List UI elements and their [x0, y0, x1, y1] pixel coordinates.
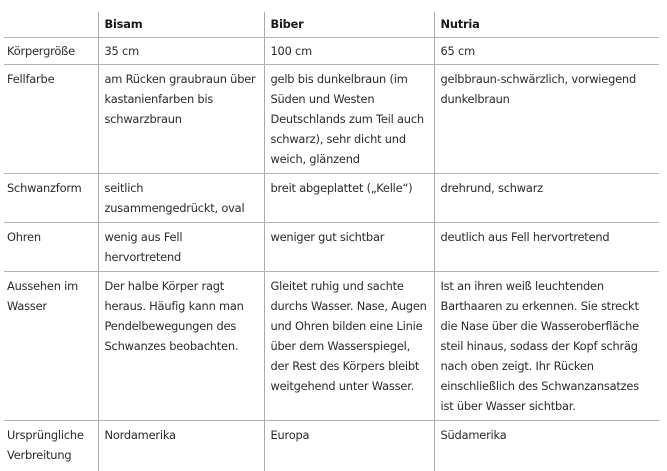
comparison-table-container — [4, 12, 659, 471]
cell-nutria: gelbbraun-schwärzlich, vorwiegend dunkelbraun — [434, 65, 659, 174]
cell-nutria: 65 cm — [434, 38, 659, 65]
cell-bisam: Der halbe Körper ragt heraus. Häufig kann man Pendelbewegungen des Schwanzes beobachten. — [98, 272, 264, 421]
row-label: Aussehen im Wasser — [4, 272, 98, 421]
header-nutria: Nutria — [434, 12, 659, 38]
header-biber: Biber — [264, 12, 434, 38]
cell-biber: gelb bis dunkelbraun (im Süden und Westen Deutschlands zum Teil auch schwarz), sehr dicht und weich, glänzend — [264, 65, 434, 174]
cell-nutria: deutlich aus Fell hervortretend — [434, 223, 659, 272]
cell-bisam: 35 cm — [98, 38, 264, 65]
row-label: Schwanzform — [4, 174, 98, 223]
header-row — [4, 12, 659, 38]
cell-biber: weniger gut sichtbar — [264, 223, 434, 272]
table-row-ohren — [4, 223, 659, 272]
cell-biber: Europa — [264, 421, 434, 471]
table-row-koerpergroesse — [4, 38, 659, 65]
header-bisam: Bisam — [98, 12, 264, 38]
table-row-schwanzform — [4, 174, 659, 223]
table-row-aussehen-im-wasser — [4, 272, 659, 421]
cell-biber: Gleitet ruhig und sachte durchs Wasser. Nase, Augen und Ohren bilden eine Linie über dem Wasserspiegel, der Rest des Körpers bleibt weitgehend unter Wasser. — [264, 272, 434, 421]
row-label: Ohren — [4, 223, 98, 272]
cell-biber: breit abgeplattet („Kelle“) — [264, 174, 434, 223]
cell-bisam: seitlich zusammengedrückt, oval — [98, 174, 264, 223]
header-empty — [4, 12, 98, 38]
cell-bisam: am Rücken graubraun über kastanienfarben bis schwarzbraun — [98, 65, 264, 174]
table-row-urspruengliche-verbreitung — [4, 421, 659, 471]
cell-bisam: wenig aus Fell hervortretend — [98, 223, 264, 272]
cell-nutria: Südamerika — [434, 421, 659, 471]
table-row-fellfarbe — [4, 65, 659, 174]
row-label: Fellfarbe — [4, 65, 98, 174]
cell-biber: 100 cm — [264, 38, 434, 65]
row-label: Körpergröße — [4, 38, 98, 65]
comparison-table — [4, 12, 659, 471]
cell-bisam: Nordamerika — [98, 421, 264, 471]
cell-nutria: Ist an ihren weiß leuchtenden Barthaaren zu erkennen. Sie streckt die Nase über die Wasseroberfläche steil hinaus, sodass der Kopf schräg nach oben zeigt. Ihr Rücken einschließlich des Schwanzansatzes ist über Wasser sichtbar. — [434, 272, 659, 421]
cell-nutria: drehrund, schwarz — [434, 174, 659, 223]
row-label: Ursprüngliche Verbreitung — [4, 421, 98, 471]
